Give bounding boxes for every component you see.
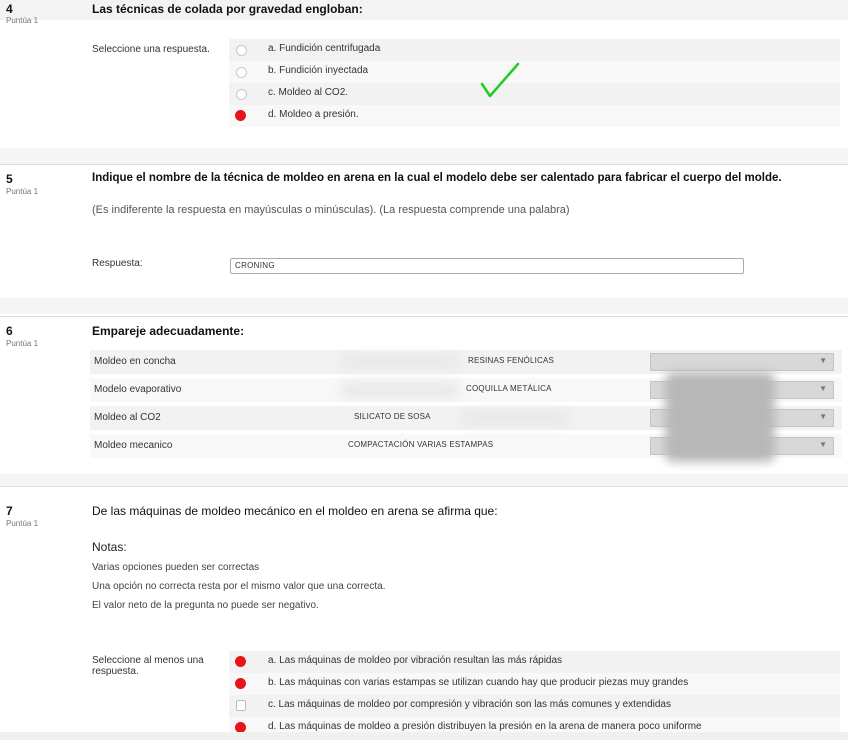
smudge: [340, 382, 460, 398]
q7-option-c[interactable]: [229, 695, 840, 717]
match-label: Moldeo mecanico: [94, 440, 173, 451]
radio-button[interactable]: [236, 89, 247, 100]
q7-number: 7: [6, 504, 13, 518]
radio-button-selected[interactable]: [235, 110, 246, 121]
radio-button[interactable]: [236, 67, 247, 78]
separator: [0, 486, 848, 487]
q4-question-text: Las técnicas de colada por gravedad engloban:: [92, 2, 363, 16]
match-selected-text: COQUILLA METÁLICA: [466, 384, 552, 393]
q4-option-c[interactable]: [229, 83, 840, 105]
q6-question-text: Empareje adecuadamente:: [92, 324, 245, 338]
smudge: [460, 410, 570, 426]
bottom-band: [0, 732, 848, 740]
radio-button[interactable]: [236, 45, 247, 56]
q5-number: 5: [6, 172, 13, 186]
option-label: d. Las máquinas de moldeo a presión distribuyen la presión en la arena de manera poco uniforme: [268, 721, 702, 732]
q4-points: Puntúa 1: [6, 16, 39, 25]
q6-select-1[interactable]: [650, 353, 834, 371]
match-selected-text: SILICATO DE SOSA: [354, 412, 431, 421]
separator: [0, 316, 848, 317]
q5-points: Puntúa 1: [6, 187, 39, 196]
q4-option-d[interactable]: [229, 105, 840, 127]
section-band: [0, 474, 848, 486]
chevron-down-icon: ▼: [819, 412, 827, 421]
option-label: a. Fundición centrifugada: [268, 43, 381, 54]
q4-option-b[interactable]: [229, 61, 840, 83]
q7-prompt: Seleccione al menos una respuesta.: [92, 655, 204, 677]
section-band: [0, 148, 848, 164]
check-icon: [478, 60, 522, 100]
checkbox-checked[interactable]: [235, 656, 246, 667]
match-label: Moldeo en concha: [94, 356, 176, 367]
q5-hint: (Es indiferente la respuesta en mayúsculas o minúsculas). (La respuesta comprende una palabra): [92, 204, 570, 216]
match-selected-text: RESINAS FENÓLICAS: [468, 356, 555, 365]
checkbox-checked[interactable]: [235, 678, 246, 689]
q7-notes: [92, 540, 692, 615]
q4-option-a[interactable]: [229, 39, 840, 61]
note-2: Una opción no correcta resta por el mismo valor que una correcta.: [92, 581, 386, 592]
option-label: a. Las máquinas de moldeo por vibración resultan las más rápidas: [268, 655, 563, 666]
q4-number: 4: [6, 2, 13, 16]
match-label: Modelo evaporativo: [94, 384, 182, 395]
q6-match-row-1: [90, 350, 842, 374]
q6-number: 6: [6, 324, 13, 338]
q7-option-a[interactable]: [229, 651, 840, 673]
option-label: d. Moldeo a presión.: [268, 109, 359, 120]
q6-points: Puntúa 1: [6, 339, 39, 348]
checkbox[interactable]: [236, 700, 246, 711]
note-1: Varias opciones pueden ser correctas: [92, 562, 260, 573]
note-3: El valor neto de la pregunta no puede ser negativo.: [92, 600, 319, 611]
option-label: c. Moldeo al CO2.: [268, 87, 349, 98]
q5-question-text: Indique el nombre de la técnica de moldeo en arena en la cual el modelo debe ser calentado para fabricar el cuerpo del molde.: [92, 172, 782, 184]
smudge: [340, 354, 460, 370]
separator: [0, 164, 848, 165]
option-label: b. Las máquinas con varias estampas se utilizan cuando hay que producir piezas muy grandes: [268, 677, 689, 688]
q5-answer-label: Respuesta:: [92, 258, 143, 269]
q4-prompt: Seleccione una respuesta.: [92, 44, 210, 55]
chevron-down-icon: ▼: [819, 384, 827, 393]
section-band: [0, 298, 848, 314]
q5-answer-input[interactable]: [230, 258, 744, 274]
match-selected-text: COMPACTACIÓN VARIAS ESTAMPAS: [348, 440, 494, 449]
option-label: c. Las máquinas de moldeo por compresión y vibración son las más comunes y extendidas: [268, 699, 671, 710]
match-label: Moldeo al CO2: [94, 412, 161, 423]
chevron-down-icon: ▼: [819, 356, 827, 365]
notes-title: Notas:: [92, 540, 127, 554]
q7-option-b[interactable]: [229, 673, 840, 695]
option-label: b. Fundición inyectada: [268, 65, 369, 76]
answer-value: CRONING: [235, 261, 275, 270]
q7-points: Puntúa 1: [6, 519, 39, 528]
chevron-down-icon: ▼: [819, 440, 827, 449]
q7-question-text: De las máquinas de moldeo mecánico en el moldeo en arena se afirma que:: [92, 504, 498, 518]
smudge: [665, 372, 775, 462]
